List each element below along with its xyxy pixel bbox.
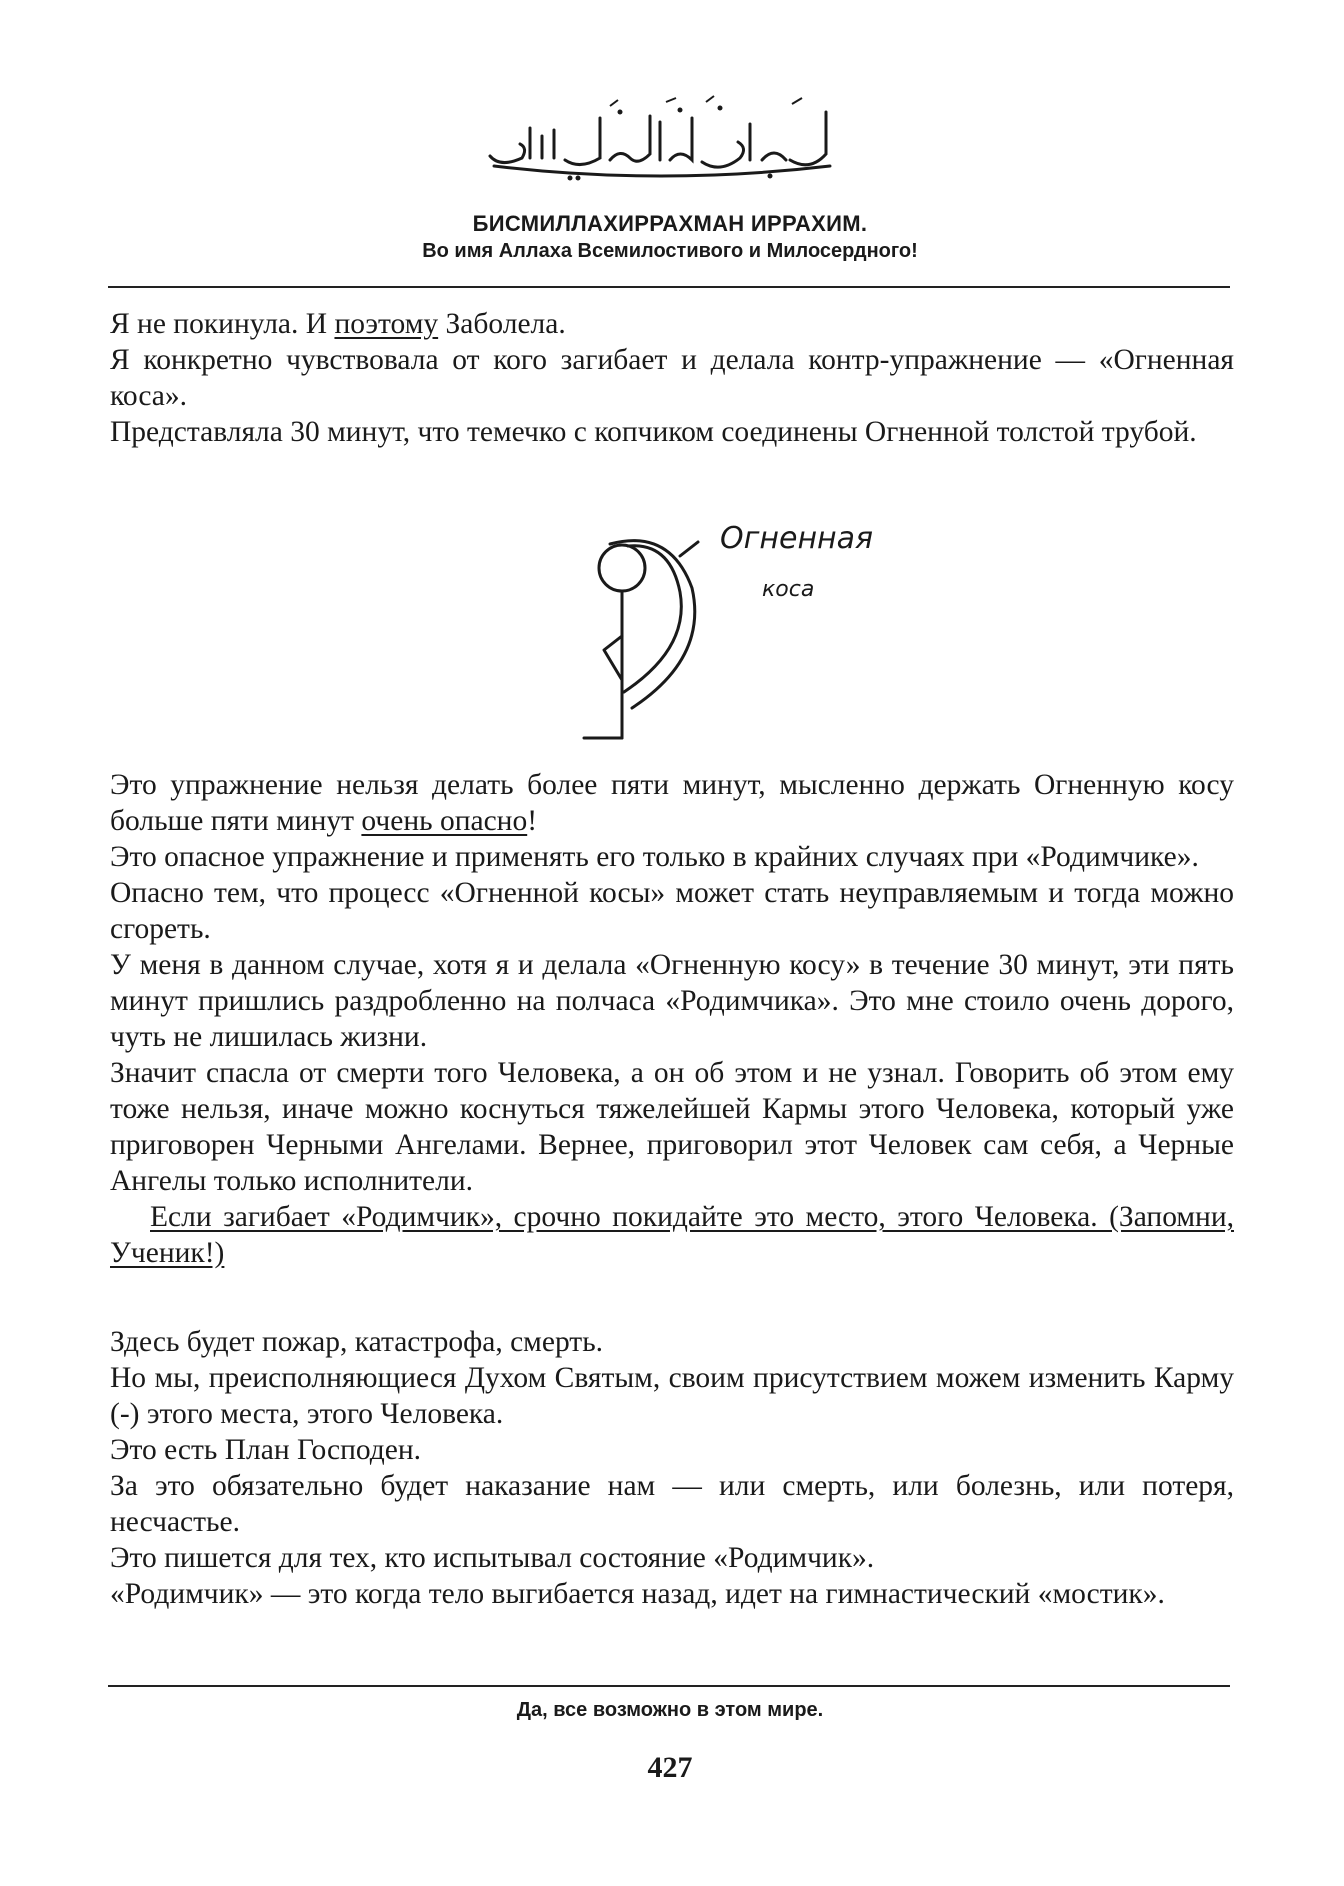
- page-number: 427: [647, 1751, 693, 1784]
- figure-label-line2: коса: [762, 577, 815, 602]
- head-circle: [599, 545, 645, 591]
- header-divider: [108, 286, 1230, 288]
- paragraph: За это обязательно будет наказание нам — или смерть, или болезнь, или потеря, несчастье.: [110, 1470, 1234, 1538]
- paragraph: Опасно тем, что процесс «Огненной косы» может стать неуправляемым и тогда можно сгореть.: [110, 877, 1234, 945]
- paragraph: Это есть План Господен.: [110, 1434, 422, 1466]
- paragraph: У меня в данном случае, хотя я и делала «Огненную косу» в течение 30 минут, эти пять минут пришлись раздробленно на полчаса «Родимчика». Это мне стоило очень дорого, чуть не лишилась жизни.: [110, 949, 1234, 1053]
- underlined-paragraph: Если загибает «Родимчик», срочно покидайте это место, этого Человека. (Запомни, Ученик!): [110, 1201, 1234, 1269]
- fire-braid-sketch: [570, 508, 890, 748]
- paragraph: Это пишется для тех, кто испытывал состояние «Родимчик».: [110, 1542, 875, 1574]
- paragraph: Это опасное упражнение и применять его только в крайних случаях при «Родимчике».: [110, 841, 1199, 873]
- underlined-text: поэтому: [334, 308, 439, 340]
- paragraph: Это упражнение нельзя делать более пяти минут, мысленно держать Огненную косу больше пяти минут очень опасно!: [110, 769, 1234, 837]
- pointer-line: [680, 542, 698, 556]
- header-subtitle: Во имя Аллаха Всемилостивого и Милосердного!: [422, 240, 918, 262]
- paragraph: Представляла 30 минут, что темечко с копчиком соединены Огненной толстой трубой.: [110, 416, 1197, 448]
- footer-motto: Да, все возможно в этом мире.: [516, 1699, 824, 1721]
- underlined-text: очень опасно: [361, 805, 528, 837]
- text-block-1: [110, 306, 1234, 450]
- paragraph: «Родимчик» — это когда тело выгибается назад, идет на гимнастический «мостик».: [110, 1578, 1165, 1610]
- bismillah-calligraphy: [470, 88, 850, 188]
- paragraph: Но мы, преисполняющиеся Духом Святым, своим присутствием можем изменить Карму (-) этого места, этого Человека.: [110, 1362, 1234, 1430]
- paragraph: Здесь будет пожар, катастрофа, смерть.: [110, 1326, 604, 1358]
- paragraph: Я конкретно чувствовала от кого загибает и делала контр-упражнение — «Огненная коса».: [110, 344, 1234, 412]
- paragraph: Я не покинула. И поэтому Заболела.: [110, 308, 566, 340]
- header-title: БИСМИЛЛАХИРРАХМАН ИРРАХИМ.: [472, 211, 868, 236]
- text-block-2: [110, 767, 1234, 1271]
- footer-divider: [108, 1685, 1230, 1687]
- text-block-3: [110, 1324, 1234, 1612]
- paragraph: Значит спасла от смерти того Человека, а он об этом и не узнал. Говорить об этом ему тоже нельзя, иначе можно коснуться тяжелейшей Кармы этого Человека, который уже приговорен Черными Ангелами. Вернее, приговорил этот Человек сам себя, а Черные Ангелы только исполнители.: [110, 1057, 1234, 1197]
- figure-label-line1: Огненная: [720, 521, 874, 556]
- arm-line: [604, 636, 622, 680]
